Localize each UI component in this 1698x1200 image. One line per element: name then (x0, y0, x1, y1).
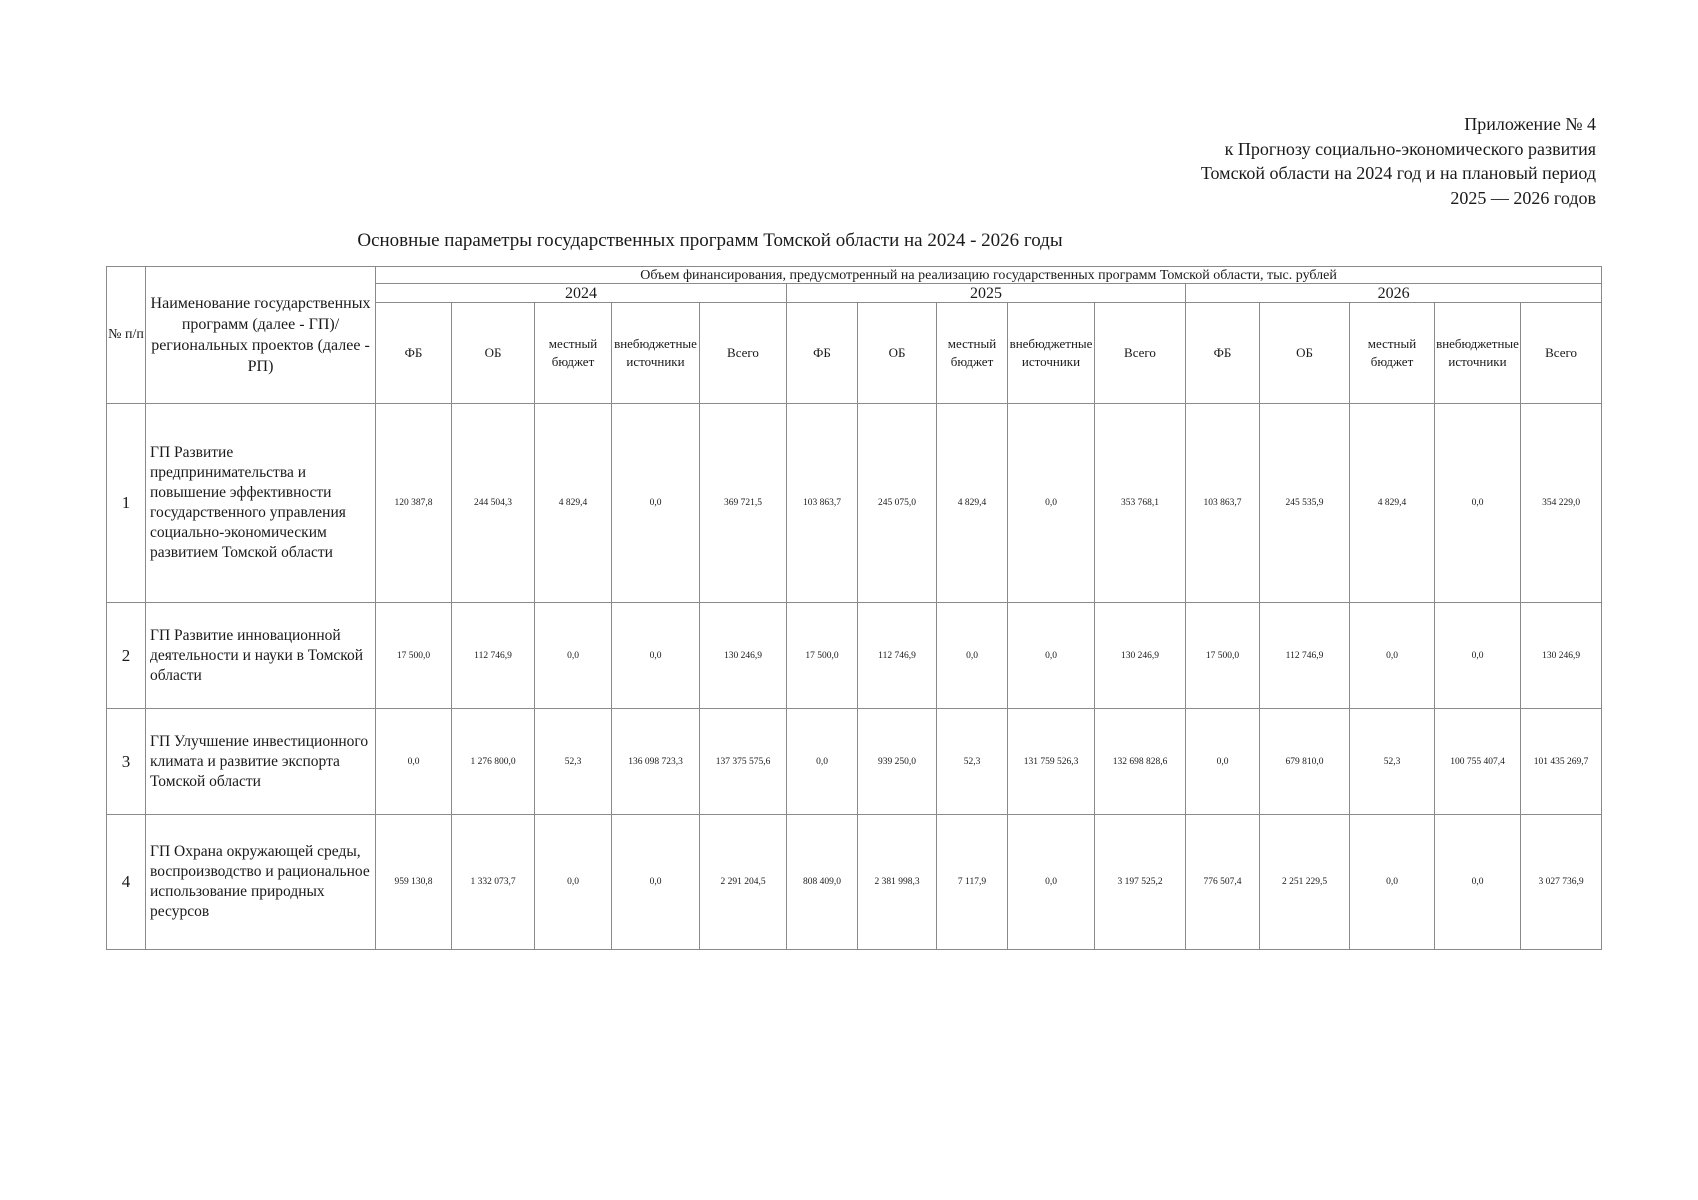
header-sub: ФБ (376, 303, 452, 404)
header-sub: Всего (1521, 303, 1602, 404)
value-cell: 100 755 407,4 (1435, 709, 1521, 815)
value-cell: 0,0 (787, 709, 858, 815)
header-year-2024: 2024 (376, 284, 787, 303)
header-sub: внебюджетные источники (1435, 303, 1521, 404)
header-sub: Всего (1095, 303, 1186, 404)
value-cell: 0,0 (1350, 603, 1435, 709)
value-cell: 132 698 828,6 (1095, 709, 1186, 815)
appendix-line: Приложение № 4 (1464, 114, 1596, 134)
appendix-header (1201, 112, 1596, 210)
value-cell: 0,0 (1008, 404, 1095, 603)
value-cell: 120 387,8 (376, 404, 452, 603)
appendix-line: 2025 — 2026 годов (1450, 187, 1596, 208)
value-cell: 52,3 (1350, 709, 1435, 815)
value-cell: 2 251 229,5 (1260, 815, 1350, 950)
value-cell: 2 381 998,3 (858, 815, 937, 950)
value-cell: 52,3 (535, 709, 612, 815)
value-cell: 939 250,0 (858, 709, 937, 815)
row-number: 1 (107, 404, 146, 603)
value-cell: 0,0 (1435, 815, 1521, 950)
value-cell: 137 375 575,6 (700, 709, 787, 815)
value-cell: 369 721,5 (700, 404, 787, 603)
header-number: № п/п (107, 267, 146, 404)
value-cell: 3 197 525,2 (1095, 815, 1186, 950)
value-cell: 244 504,3 (452, 404, 535, 603)
header-sub: Всего (700, 303, 787, 404)
appendix-line: к Прогнозу социально-экономического развития (1224, 138, 1596, 159)
value-cell: 103 863,7 (787, 404, 858, 603)
value-cell: 959 130,8 (376, 815, 452, 950)
value-cell: 136 098 723,3 (612, 709, 700, 815)
document-title: Основные параметры государственных программ Томской области на 2024 - 2026 годы (357, 230, 1063, 251)
value-cell: 1 332 073,7 (452, 815, 535, 950)
value-cell: 0,0 (376, 709, 452, 815)
value-cell: 0,0 (612, 404, 700, 603)
value-cell: 1 276 800,0 (452, 709, 535, 815)
header-program-name: Наименование государственных программ (далее - ГП)/региональных проектов (далее - РП) (146, 267, 376, 404)
value-cell: 245 535,9 (1260, 404, 1350, 603)
table-row (107, 603, 1602, 709)
program-name: ГП Развитие инновационной деятельности и науки в Томской области (146, 603, 376, 709)
value-cell: 130 246,9 (700, 603, 787, 709)
row-number: 4 (107, 815, 146, 950)
program-name: ГП Улучшение инвестиционного климата и развитие экспорта Томской области (146, 709, 376, 815)
value-cell: 0,0 (1186, 709, 1260, 815)
program-name: ГП Развитие предпринимательства и повышение эффективности государственного управления социально-экономическим развитием Томской области (146, 404, 376, 603)
header-sub: ФБ (787, 303, 858, 404)
value-cell: 0,0 (937, 603, 1008, 709)
value-cell: 0,0 (535, 815, 612, 950)
value-cell: 679 810,0 (1260, 709, 1350, 815)
value-cell: 112 746,9 (452, 603, 535, 709)
value-cell: 4 829,4 (1350, 404, 1435, 603)
row-number: 2 (107, 603, 146, 709)
value-cell: 353 768,1 (1095, 404, 1186, 603)
value-cell: 130 246,9 (1521, 603, 1602, 709)
value-cell: 3 027 736,9 (1521, 815, 1602, 950)
value-cell: 4 829,4 (937, 404, 1008, 603)
value-cell: 0,0 (535, 603, 612, 709)
header-sub: внебюджетные источники (1008, 303, 1095, 404)
program-name: ГП Охрана окружающей среды, воспроизводство и рациональное использование природных ресурсов (146, 815, 376, 950)
header-sub: местный бюджет (535, 303, 612, 404)
header-sub: ОБ (858, 303, 937, 404)
row-number: 3 (107, 709, 146, 815)
value-cell: 2 291 204,5 (700, 815, 787, 950)
header-sub: местный бюджет (1350, 303, 1435, 404)
header-year-2026: 2026 (1186, 284, 1602, 303)
value-cell: 776 507,4 (1186, 815, 1260, 950)
header-sub: внебюджетные источники (612, 303, 700, 404)
value-cell: 0,0 (612, 815, 700, 950)
value-cell: 0,0 (1350, 815, 1435, 950)
header-year-2025: 2025 (787, 284, 1186, 303)
value-cell: 103 863,7 (1186, 404, 1260, 603)
table-row (107, 815, 1602, 950)
value-cell: 17 500,0 (376, 603, 452, 709)
value-cell: 808 409,0 (787, 815, 858, 950)
header-sub: ОБ (1260, 303, 1350, 404)
value-cell: 52,3 (937, 709, 1008, 815)
appendix-line: Томской области на 2024 год и на плановый период (1200, 163, 1596, 183)
value-cell: 0,0 (1008, 815, 1095, 950)
table-row (107, 404, 1602, 603)
value-cell: 112 746,9 (1260, 603, 1350, 709)
value-cell: 0,0 (1008, 603, 1095, 709)
value-cell: 131 759 526,3 (1008, 709, 1095, 815)
value-cell: 245 075,0 (858, 404, 937, 603)
value-cell: 101 435 269,7 (1521, 709, 1602, 815)
header-funding: Объем финансирования, предусмотренный на реализацию государственных программ Томской области, тыс. рублей (376, 267, 1602, 284)
table-row (107, 709, 1602, 815)
value-cell: 4 829,4 (535, 404, 612, 603)
value-cell: 0,0 (1435, 603, 1521, 709)
header-sub: местный бюджет (937, 303, 1008, 404)
header-sub: ФБ (1186, 303, 1260, 404)
header-sub: ОБ (452, 303, 535, 404)
value-cell: 0,0 (612, 603, 700, 709)
value-cell: 7 117,9 (937, 815, 1008, 950)
parameters-table (106, 266, 1602, 950)
value-cell: 17 500,0 (787, 603, 858, 709)
value-cell: 17 500,0 (1186, 603, 1260, 709)
value-cell: 354 229,0 (1521, 404, 1602, 603)
value-cell: 112 746,9 (858, 603, 937, 709)
value-cell: 130 246,9 (1095, 603, 1186, 709)
value-cell: 0,0 (1435, 404, 1521, 603)
